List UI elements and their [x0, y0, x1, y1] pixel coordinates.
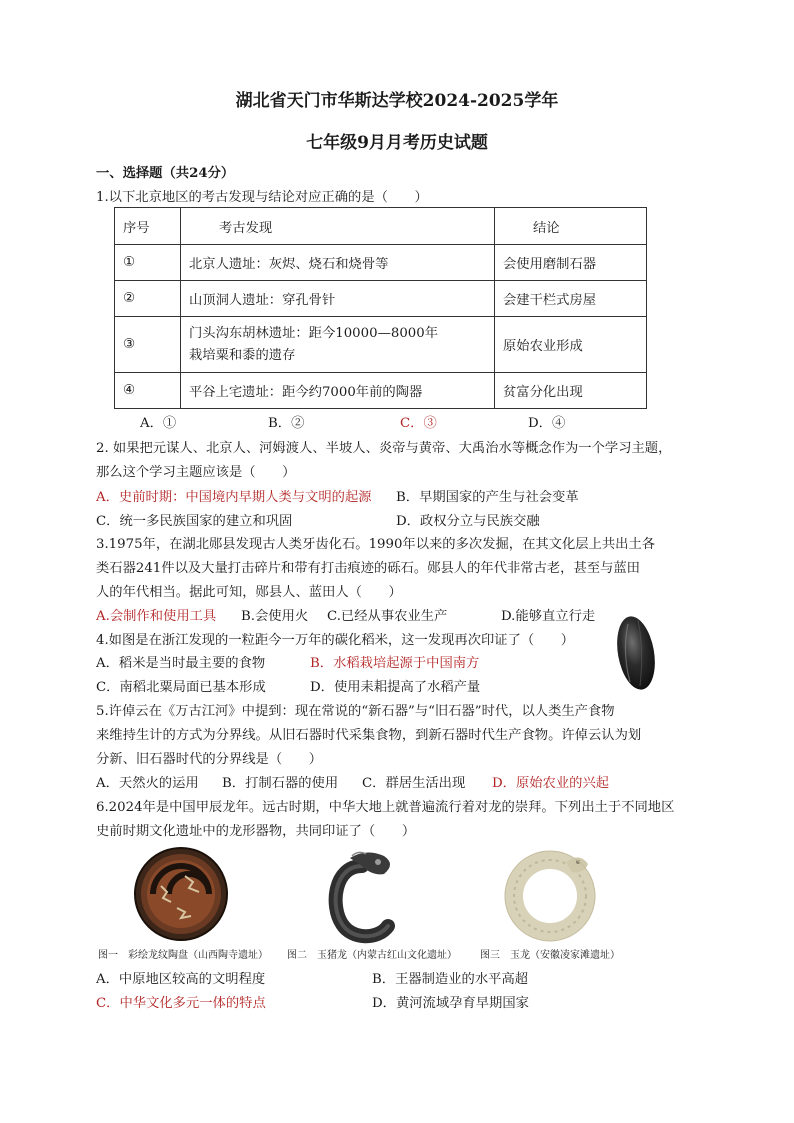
q5-stem-line: 分新、旧石器时代的分界线是（ ）	[96, 752, 323, 767]
table-cell: 贫富分化出现	[495, 373, 647, 409]
table-cell	[181, 317, 495, 373]
table-cell: 平谷上宅遗址：距今约7000年前的陶器	[181, 373, 495, 409]
q3-option-b: B.会使用火	[241, 609, 309, 624]
table-cell: ②	[115, 281, 181, 317]
q1-table	[114, 207, 647, 409]
q6-option-a: A．中原地区较高的文明程度	[96, 972, 266, 987]
table-row	[115, 245, 647, 281]
q1-option-c: C．③	[400, 416, 437, 431]
q1-option-d: D．④	[528, 416, 566, 431]
q4-option-c: C．南稻北粟局面已基本形成	[96, 680, 266, 695]
q2-option-c: C．统一多民族国家的建立和巩固	[96, 514, 293, 529]
q3-option-d: D.能够直立行走	[501, 609, 596, 624]
table-cell: 北京人遗址：灰烬、烧石和烧骨等	[181, 245, 495, 281]
table-cell-line: 门头沟东胡林遗址：距今10000—8000年	[189, 325, 438, 341]
q3-stem-line: 人的年代相当。据此可知，郧县人、蓝田人（ ）	[96, 585, 402, 600]
table-cell: 会使用磨制石器	[495, 245, 647, 281]
q6-option-b: B．王器制造业的水平高超	[372, 972, 529, 987]
q2-stem-line: 2. 如果把元谋人、北京人、河姆渡人、半坡人、炎帝与黄帝、大禹治水等概念作为一个学习主题，	[96, 441, 672, 456]
q3-stem-line: 3.1975年，在湖北郧县发现古人类牙齿化石。1990年以来的多次发掘，在其文化层上共出土各	[96, 537, 656, 552]
q2-option-d: D．政权分立与民族交融	[396, 514, 540, 529]
q3-stem-line: 类石器241件以及大量打击碎片和带有打击痕迹的砾石。郧县人的年代非常古老，甚至与蓝田	[96, 561, 640, 576]
q3-option-a: A.会制作和使用工具	[96, 609, 217, 624]
table-row	[115, 373, 647, 409]
table-cell: ①	[115, 245, 181, 281]
figure2-caption: 图二 玉猪龙（内蒙古红山文化遗址）	[287, 950, 457, 961]
q5-stem-line: 来维持生计的方式为分界线。从旧石器时代采集食物，到新石器时代生产食物。许倬云认为划	[96, 728, 642, 743]
carbonized-rice-image	[612, 612, 660, 694]
q3-option-c: C.已经从事农业生产	[327, 609, 448, 624]
q6-stem-line: 史前时期文化遗址中的龙形器物，共同印证了（ ）	[96, 824, 416, 839]
q4-option-d: D．使用耒耜提高了水稻产量	[310, 680, 481, 695]
exam-title-line1: 湖北省天门市华斯达学校2024-2025学年	[235, 91, 559, 111]
q4-stem: 4.如图是在浙江发现的一粒距今一万年的碳化稻米，这一发现再次印证了（ ）	[96, 633, 575, 648]
jade-pig-dragon-image	[322, 846, 404, 944]
figure3-caption: 图三 玉龙（安徽凌家滩遗址）	[480, 950, 620, 961]
q5-option-a: A．天然火的运用	[96, 776, 199, 791]
q6-option-c: C．中华文化多元一体的特点	[96, 996, 266, 1011]
q5-option-c: C．群居生活出现	[362, 776, 466, 791]
q4-option-a: A．稻米是当时最主要的食物	[96, 656, 266, 671]
section-heading: 一、选择题（共24分）	[96, 166, 235, 181]
q1-stem: 1.以下北京地区的考古发现与结论对应正确的是（ ）	[96, 190, 428, 205]
table-row	[115, 281, 647, 317]
painted-dragon-plate-image	[133, 846, 229, 942]
figure1-caption: 图一 彩绘龙纹陶盘（山西陶寺遗址）	[98, 950, 268, 961]
q1-option-a: A．①	[140, 416, 177, 431]
q5-stem-line: 5.许倬云在《万古江河》中提到：现在常说的“新石器”与“旧石器”时代，以人类生产食物	[96, 704, 615, 719]
q6-stem-line: 6.2024年是中国甲辰龙年。远古时期，中华大地上就普遍流行着对龙的崇拜。下列出土于不同地区	[96, 800, 675, 815]
q2-option-a: A．史前时期：中国境内早期人类与文明的起源	[96, 490, 372, 505]
table-cell: ④	[115, 373, 181, 409]
table-cell-line: 栽培粟和黍的遗存	[189, 347, 296, 363]
q1-option-b: B．②	[268, 416, 305, 431]
q4-option-b: B．水稻栽培起源于中国南方	[310, 656, 480, 671]
q5-option-b: B．打制石器的使用	[222, 776, 339, 791]
table-cell: 原始农业形成	[495, 317, 647, 373]
q2-option-b: B．早期国家的产生与社会变革	[396, 490, 579, 505]
table-cell: ③	[115, 317, 181, 373]
table-header-cell: 序号	[115, 208, 181, 245]
q2-stem-line: 那么这个学习主题应该是（ ）	[96, 465, 296, 480]
exam-title-line2: 七年级9月月考历史试题	[306, 133, 488, 153]
table-header-row	[115, 208, 647, 245]
q6-option-d: D．黄河流域孕育早期国家	[372, 996, 529, 1011]
table-cell: 会建干栏式房屋	[495, 281, 647, 317]
q5-option-d: D．原始农业的兴起	[492, 776, 610, 791]
table-row	[115, 317, 647, 373]
jade-dragon-ring-image	[500, 846, 600, 942]
table-header-cell: 结论	[495, 208, 647, 245]
table-header-cell: 考古发现	[181, 208, 495, 245]
table-cell: 山顶洞人遗址：穿孔骨针	[181, 281, 495, 317]
